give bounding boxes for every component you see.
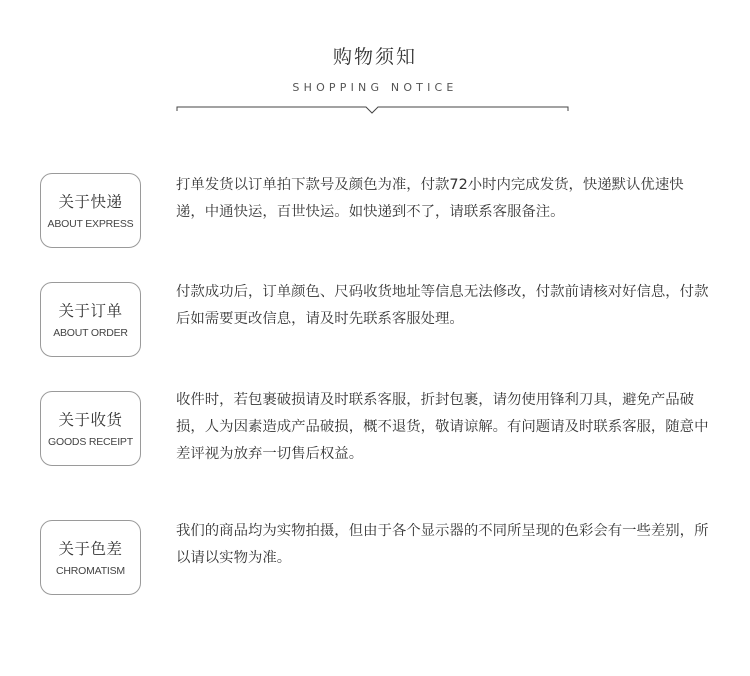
section-express (0, 173, 750, 253)
section-label-cn: 关于收货 (58, 411, 123, 429)
section-label-box (40, 173, 141, 248)
section-label-en: ABOUT EXPRESS (47, 218, 134, 230)
section-label-box (40, 282, 141, 357)
section-receipt (0, 391, 750, 481)
section-label-cn: 关于色差 (58, 540, 123, 558)
notice-header (0, 0, 750, 130)
section-description: 收件时，若包裹破损请及时联系客服，折封包裹，请勿使用锋利刀具，避免产品破损，人为因素造成产品破损，概不退货，敬请谅解。有问题请及时联系客服，随意中差评视为放弃一切售后权益。 (176, 392, 709, 462)
section-label-en: GOODS RECEIPT (48, 436, 133, 448)
section-order (0, 282, 750, 362)
section-label-en: ABOUT ORDER (53, 327, 128, 339)
section-label-box (40, 391, 141, 466)
header-divider (176, 102, 569, 116)
section-chromatism (0, 520, 750, 600)
section-label-cn: 关于订单 (58, 302, 123, 320)
section-label-cn: 关于快递 (58, 193, 123, 211)
section-description: 打单发货以订单拍下款号及颜色为准，付款72小时内完成发货，快递默认优速快递，中通快运，百世快运。如快递到不了，请联系客服备注。 (176, 177, 684, 220)
section-description: 付款成功后，订单颜色、尺码收货地址等信息无法修改，付款前请核对好信息，付款后如需要更改信息，请及时先联系客服处理。 (176, 284, 709, 327)
section-label-box (40, 520, 141, 595)
section-label-en: CHROMATISM (56, 565, 125, 577)
section-description: 我们的商品均为实物拍摄，但由于各个显示器的不同所呈现的色彩会有一些差别，所以请以实物为准。 (176, 523, 709, 566)
page-title: 购物须知 (332, 46, 417, 68)
page-subtitle: SHOPPING NOTICE (292, 81, 458, 94)
